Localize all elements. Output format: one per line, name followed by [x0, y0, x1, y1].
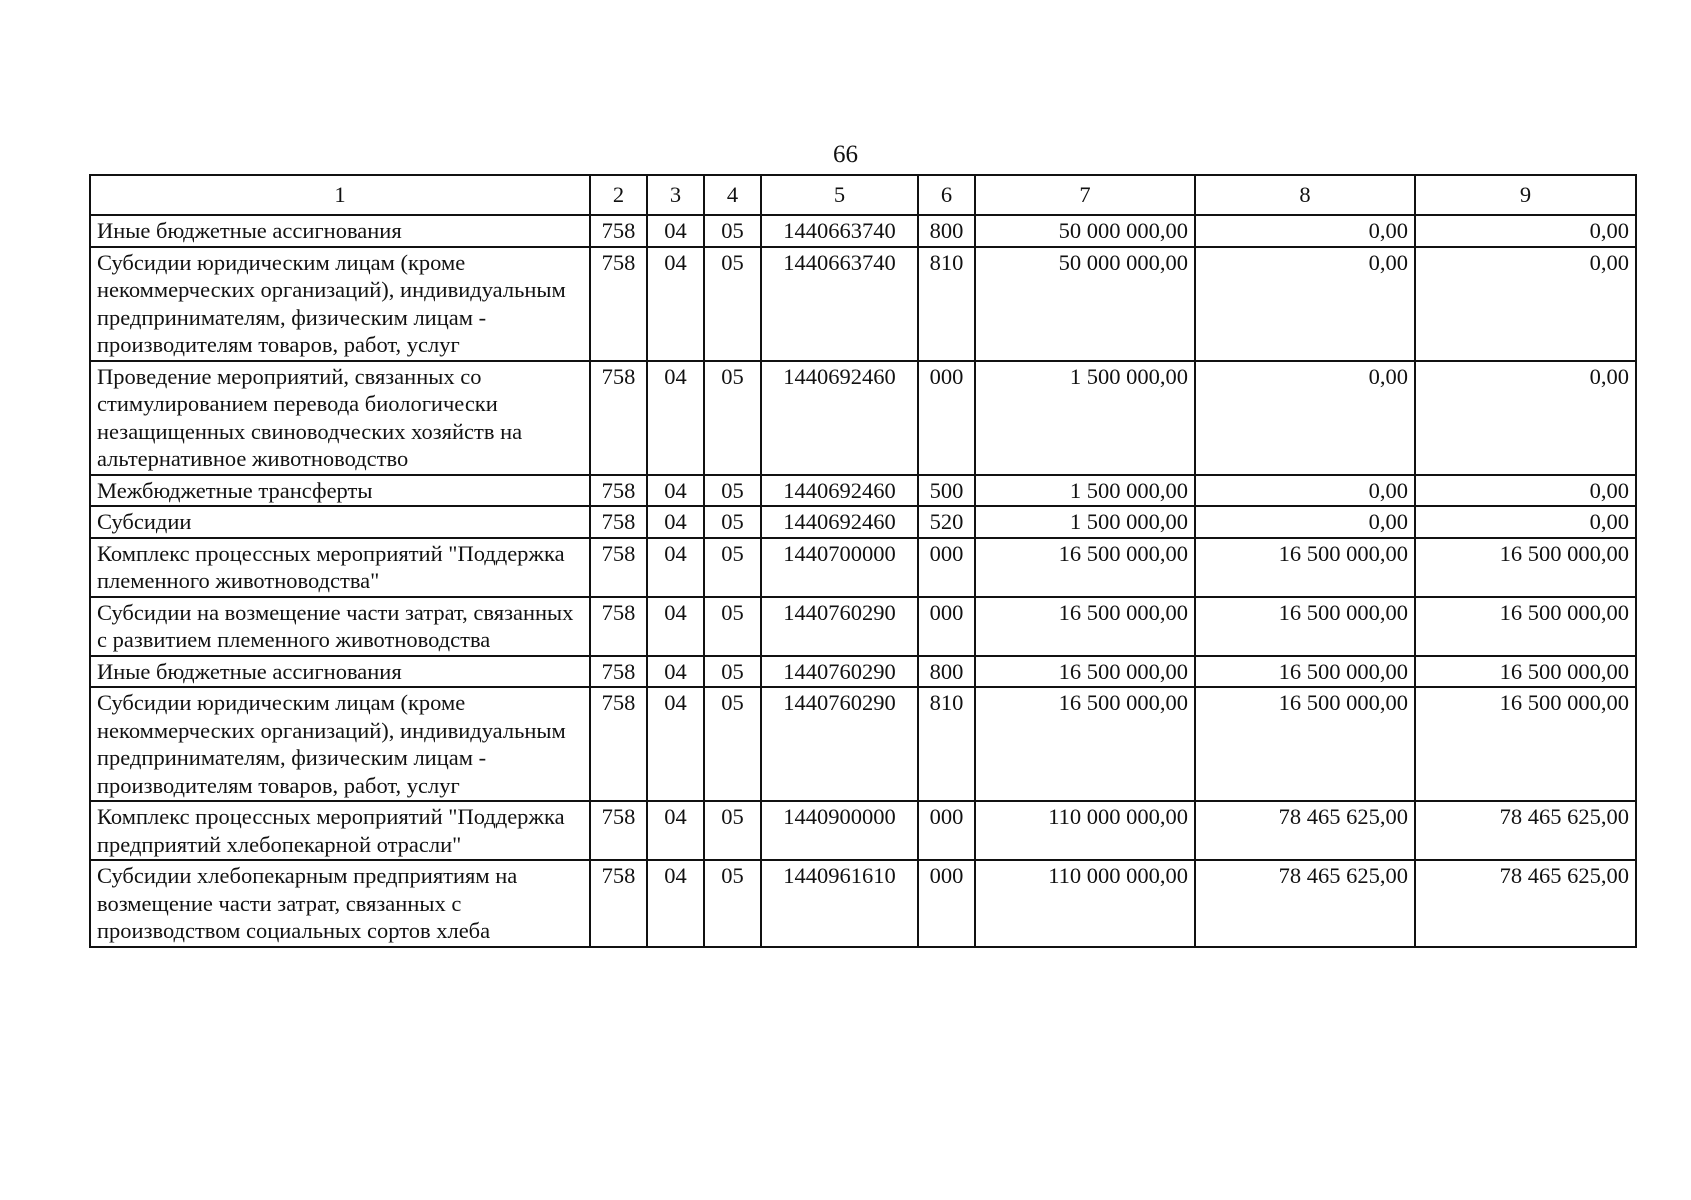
column-header-1: 1 [90, 175, 590, 215]
subsection-code: 05 [704, 247, 761, 361]
section-code: 04 [647, 656, 704, 688]
table-row [90, 801, 1636, 860]
table-row [90, 538, 1636, 597]
table-row [90, 687, 1636, 801]
column-header-6: 6 [918, 175, 975, 215]
ministry-code: 758 [590, 247, 647, 361]
subsection-code: 05 [704, 860, 761, 947]
amount-column-8: 0,00 [1195, 215, 1415, 247]
row-name: Иные бюджетные ассигнования [90, 656, 590, 688]
expense-type-code: 500 [918, 475, 975, 507]
amount-column-8: 16 500 000,00 [1195, 687, 1415, 801]
target-article-code: 1440900000 [761, 801, 918, 860]
column-header-4: 4 [704, 175, 761, 215]
table-row [90, 247, 1636, 361]
target-article-code: 1440663740 [761, 247, 918, 361]
amount-column-9: 0,00 [1415, 247, 1636, 361]
subsection-code: 05 [704, 215, 761, 247]
section-code: 04 [647, 506, 704, 538]
row-name: Субсидии [90, 506, 590, 538]
section-code: 04 [647, 538, 704, 597]
amount-column-9: 0,00 [1415, 475, 1636, 507]
subsection-code: 05 [704, 597, 761, 656]
section-code: 04 [647, 475, 704, 507]
target-article-code: 1440692460 [761, 506, 918, 538]
section-code: 04 [647, 215, 704, 247]
row-name: Субсидии юридическим лицам (кроме некоммерческих организаций), индивидуальным предпринимателям, физическим лицам - производителям товаров, работ, услуг [90, 687, 590, 801]
amount-column-7: 50 000 000,00 [975, 247, 1195, 361]
amount-column-8: 0,00 [1195, 361, 1415, 475]
amount-column-9: 0,00 [1415, 215, 1636, 247]
amount-column-7: 16 500 000,00 [975, 687, 1195, 801]
expense-type-code: 000 [918, 538, 975, 597]
expense-type-code: 000 [918, 860, 975, 947]
amount-column-8: 0,00 [1195, 506, 1415, 538]
ministry-code: 758 [590, 538, 647, 597]
target-article-code: 1440663740 [761, 215, 918, 247]
subsection-code: 05 [704, 801, 761, 860]
column-header-9: 9 [1415, 175, 1636, 215]
target-article-code: 1440961610 [761, 860, 918, 947]
row-name: Проведение мероприятий, связанных со стимулированием перевода биологически незащищенных свиноводческих хозяйств на альтернативное животноводство [90, 361, 590, 475]
section-code: 04 [647, 860, 704, 947]
amount-column-8: 0,00 [1195, 475, 1415, 507]
row-name: Субсидии на возмещение части затрат, связанных с развитием племенного животноводства [90, 597, 590, 656]
amount-column-7: 16 500 000,00 [975, 656, 1195, 688]
ministry-code: 758 [590, 687, 647, 801]
amount-column-8: 0,00 [1195, 247, 1415, 361]
target-article-code: 1440760290 [761, 597, 918, 656]
amount-column-7: 16 500 000,00 [975, 538, 1195, 597]
ministry-code: 758 [590, 361, 647, 475]
target-article-code: 1440760290 [761, 687, 918, 801]
row-name: Иные бюджетные ассигнования [90, 215, 590, 247]
subsection-code: 05 [704, 656, 761, 688]
ministry-code: 758 [590, 597, 647, 656]
row-name: Субсидии юридическим лицам (кроме некоммерческих организаций), индивидуальным предпринимателям, физическим лицам - производителям товаров, работ, услуг [90, 247, 590, 361]
column-header-7: 7 [975, 175, 1195, 215]
column-header-5: 5 [761, 175, 918, 215]
ministry-code: 758 [590, 215, 647, 247]
amount-column-8: 16 500 000,00 [1195, 597, 1415, 656]
budget-table [89, 174, 1637, 948]
column-header-2: 2 [590, 175, 647, 215]
subsection-code: 05 [704, 361, 761, 475]
target-article-code: 1440692460 [761, 475, 918, 507]
subsection-code: 05 [704, 506, 761, 538]
row-name: Комплекс процессных мероприятий "Поддержка племенного животноводства" [90, 538, 590, 597]
column-header-3: 3 [647, 175, 704, 215]
target-article-code: 1440760290 [761, 656, 918, 688]
table-row [90, 506, 1636, 538]
amount-column-7: 50 000 000,00 [975, 215, 1195, 247]
amount-column-7: 1 500 000,00 [975, 361, 1195, 475]
amount-column-9: 0,00 [1415, 361, 1636, 475]
expense-type-code: 000 [918, 597, 975, 656]
row-name: Субсидии хлебопекарным предприятиям на возмещение части затрат, связанных с производством социальных сортов хлеба [90, 860, 590, 947]
section-code: 04 [647, 361, 704, 475]
expense-type-code: 000 [918, 361, 975, 475]
section-code: 04 [647, 247, 704, 361]
amount-column-7: 110 000 000,00 [975, 801, 1195, 860]
table-row [90, 361, 1636, 475]
subsection-code: 05 [704, 687, 761, 801]
amount-column-9: 78 465 625,00 [1415, 801, 1636, 860]
amount-column-9: 78 465 625,00 [1415, 860, 1636, 947]
amount-column-9: 16 500 000,00 [1415, 538, 1636, 597]
amount-column-9: 16 500 000,00 [1415, 656, 1636, 688]
amount-column-7: 110 000 000,00 [975, 860, 1195, 947]
expense-type-code: 810 [918, 687, 975, 801]
target-article-code: 1440700000 [761, 538, 918, 597]
expense-type-code: 800 [918, 215, 975, 247]
amount-column-8: 78 465 625,00 [1195, 860, 1415, 947]
amount-column-9: 16 500 000,00 [1415, 597, 1636, 656]
section-code: 04 [647, 597, 704, 656]
amount-column-7: 16 500 000,00 [975, 597, 1195, 656]
subsection-code: 05 [704, 538, 761, 597]
subsection-code: 05 [704, 475, 761, 507]
amount-column-9: 16 500 000,00 [1415, 687, 1636, 801]
page-number: 66 [833, 141, 858, 168]
amount-column-9: 0,00 [1415, 506, 1636, 538]
ministry-code: 758 [590, 475, 647, 507]
target-article-code: 1440692460 [761, 361, 918, 475]
amount-column-8: 16 500 000,00 [1195, 538, 1415, 597]
header-row [90, 175, 1636, 215]
amount-column-7: 1 500 000,00 [975, 506, 1195, 538]
ministry-code: 758 [590, 860, 647, 947]
table-row [90, 656, 1636, 688]
column-header-8: 8 [1195, 175, 1415, 215]
ministry-code: 758 [590, 506, 647, 538]
expense-type-code: 520 [918, 506, 975, 538]
expense-type-code: 810 [918, 247, 975, 361]
ministry-code: 758 [590, 656, 647, 688]
table-row [90, 475, 1636, 507]
section-code: 04 [647, 687, 704, 801]
section-code: 04 [647, 801, 704, 860]
table-row [90, 597, 1636, 656]
expense-type-code: 800 [918, 656, 975, 688]
table-row [90, 860, 1636, 947]
amount-column-7: 1 500 000,00 [975, 475, 1195, 507]
row-name: Комплекс процессных мероприятий "Поддержка предприятий хлебопекарной отрасли" [90, 801, 590, 860]
ministry-code: 758 [590, 801, 647, 860]
expense-type-code: 000 [918, 801, 975, 860]
row-name: Межбюджетные трансферты [90, 475, 590, 507]
amount-column-8: 78 465 625,00 [1195, 801, 1415, 860]
table-row [90, 215, 1636, 247]
amount-column-8: 16 500 000,00 [1195, 656, 1415, 688]
